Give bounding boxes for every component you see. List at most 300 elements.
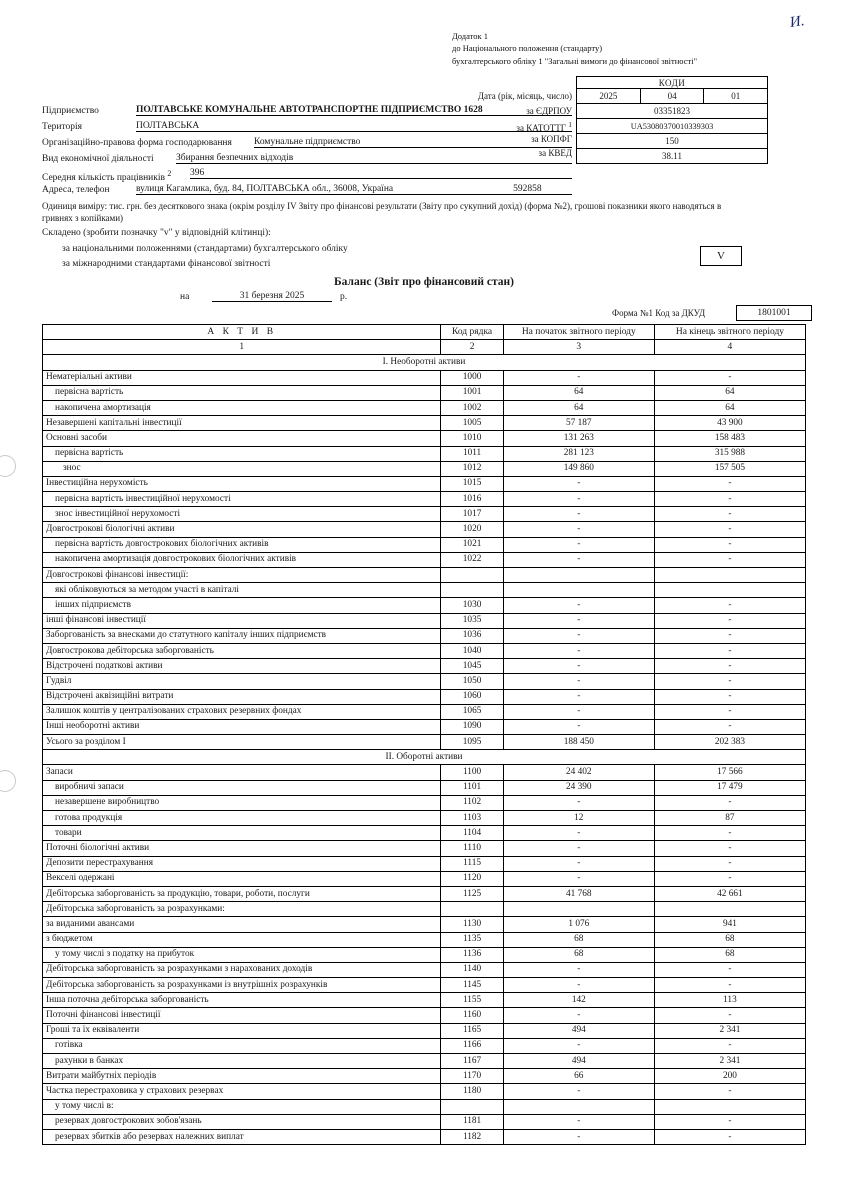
row-label: інші фінансові інвестиції [43, 613, 441, 628]
row-value-end: - [654, 841, 805, 856]
row-code: 1115 [441, 856, 503, 871]
row-value-begin [503, 568, 654, 583]
row-label: у тому числі в: [43, 1099, 441, 1114]
row-label: Інвестиційна нерухомість [43, 476, 441, 491]
table-row [43, 719, 806, 734]
row-code: 1102 [441, 795, 503, 810]
codes-edrpou-value: 03351823 [577, 104, 768, 119]
table-row [43, 780, 806, 795]
row-code: 1155 [441, 993, 503, 1008]
row-value-begin: 188 450 [503, 735, 654, 750]
table-row [43, 1129, 806, 1144]
row-code: 1012 [441, 461, 503, 476]
row-code: 1140 [441, 962, 503, 977]
compiled-note: Складено (зробити позначку "v" у відповідній клітинці): [42, 228, 271, 238]
col-header-code: Код рядка [441, 325, 503, 340]
employees-value: 396 [190, 168, 572, 179]
row-value-begin: - [503, 537, 654, 552]
table-row [43, 461, 806, 476]
row-value-end: - [654, 476, 805, 491]
table-row [43, 598, 806, 613]
row-value-begin: 66 [503, 1069, 654, 1084]
katottg-footnote: 1 [568, 120, 572, 129]
row-label: у тому числі з податку на прибуток [43, 947, 441, 962]
row-value-end: - [654, 978, 805, 993]
balance-title: Баланс (Звіт про фінансовий стан) [334, 276, 514, 288]
row-code: 1101 [441, 780, 503, 795]
col-number-begin: 3 [503, 340, 654, 355]
row-value-end: - [654, 628, 805, 643]
row-label: накопичена амортизація довгострокових біологічних активів [43, 552, 441, 567]
compiled-option-international: за міжнародними стандартами фінансової звітності [62, 259, 271, 269]
row-code: 1022 [441, 552, 503, 567]
balance-as-of-label: на [180, 292, 190, 302]
table-row [43, 537, 806, 552]
table-row [43, 978, 806, 993]
row-value-end: - [654, 613, 805, 628]
row-label: Витрати майбутніх періодів [43, 1069, 441, 1084]
row-label: Дебіторська заборгованість за розрахунками: [43, 902, 441, 917]
row-value-begin: 68 [503, 947, 654, 962]
table-row [43, 795, 806, 810]
row-value-begin: - [503, 628, 654, 643]
row-value-end: - [654, 962, 805, 977]
table-row [43, 1084, 806, 1099]
row-value-end: 941 [654, 917, 805, 932]
table-body [43, 355, 806, 1145]
territory-label: Територія [42, 122, 83, 132]
row-value-end: - [654, 1084, 805, 1099]
table-row [43, 871, 806, 886]
row-label: резервах збитків або резервах належних виплат [43, 1129, 441, 1144]
balance-as-of-date: 31 березня 2025 [212, 291, 332, 302]
codes-label-kved: за КВЕД [538, 148, 572, 158]
codes-label-date: Дата (рік, місяць, число) [477, 91, 572, 101]
row-code: 1017 [441, 507, 503, 522]
row-value-begin: - [503, 978, 654, 993]
row-value-begin: - [503, 689, 654, 704]
row-value-end: 157 505 [654, 461, 805, 476]
table-row [43, 613, 806, 628]
table-row [43, 811, 806, 826]
table-row [43, 643, 806, 658]
row-code: 1100 [441, 765, 503, 780]
legal-form-label: Організаційно-правова форма господарювання [42, 138, 232, 148]
row-value-end: - [654, 659, 805, 674]
row-code: 1167 [441, 1054, 503, 1069]
row-label: Відстрочені податкові активи [43, 659, 441, 674]
row-value-begin: - [503, 856, 654, 871]
row-label: Інша поточна дебіторська заборгованість [43, 993, 441, 1008]
row-label: Довгострокові фінансові інвестиції: [43, 568, 441, 583]
row-label: виробничі запаси [43, 780, 441, 795]
row-value-begin: - [503, 643, 654, 658]
table-row [43, 522, 806, 537]
row-value-end: - [654, 1008, 805, 1023]
row-value-end: - [654, 370, 805, 385]
row-value-end: 64 [654, 400, 805, 415]
row-label: які обліковуються за методом участі в капіталі [43, 583, 441, 598]
codes-date-year: 2025 [577, 89, 641, 104]
col-header-begin: На початок звітного періоду [503, 325, 654, 340]
address-value: вулиця Кагамлика, буд. 84, ПОЛТАВСЬКА обл., 36008, Україна 592858 [136, 184, 572, 195]
col-number-end: 4 [654, 340, 805, 355]
row-label: за виданими авансами [43, 917, 441, 932]
row-value-end: 17 479 [654, 780, 805, 795]
row-label: знос [43, 461, 441, 476]
col-header-asset: А К Т И В [43, 325, 441, 340]
territory-value: ПОЛТАВСЬКА [136, 121, 572, 132]
row-label: первісна вартість [43, 446, 441, 461]
employees-footnote: 2 [167, 169, 172, 178]
row-code: 1170 [441, 1069, 503, 1084]
row-value-begin [503, 1099, 654, 1114]
row-label: Відстрочені аквізиційні витрати [43, 689, 441, 704]
table-row [43, 385, 806, 400]
row-label: знос інвестиційної нерухомості [43, 507, 441, 522]
row-value-begin: 494 [503, 1054, 654, 1069]
table-row [43, 431, 806, 446]
row-value-begin: - [503, 1084, 654, 1099]
enterprise-label: Підприємство [42, 106, 99, 116]
punch-hole-bottom [0, 770, 16, 792]
activity-label: Вид економічної діяльності [42, 154, 154, 164]
row-value-end: - [654, 871, 805, 886]
table-row [43, 659, 806, 674]
row-value-end: 87 [654, 811, 805, 826]
row-value-end: 64 [654, 385, 805, 400]
row-code: 1182 [441, 1129, 503, 1144]
table-row [43, 704, 806, 719]
row-code: 1005 [441, 416, 503, 431]
row-label: товари [43, 826, 441, 841]
table-row [43, 492, 806, 507]
row-label: Залишок коштів у централізованих страхових резервних фондах [43, 704, 441, 719]
section-header: II. Оборотні активи [43, 750, 806, 765]
codes-katottg-value: UA53080370010339303 [577, 119, 768, 134]
codes-date-day: 01 [704, 89, 768, 104]
row-code: 1036 [441, 628, 503, 643]
row-code: 1145 [441, 978, 503, 993]
codes-row-kopfg [577, 134, 768, 149]
row-value-begin: - [503, 1114, 654, 1129]
row-value-begin: - [503, 962, 654, 977]
row-code [441, 902, 503, 917]
table-row [43, 932, 806, 947]
codes-box [477, 76, 768, 164]
table-row [43, 416, 806, 431]
row-value-begin: - [503, 1038, 654, 1053]
table-row [43, 826, 806, 841]
row-label: Заборгованість за внесками до статутного капіталу інших підприємств [43, 628, 441, 643]
row-code: 1030 [441, 598, 503, 613]
row-label: Гудвіл [43, 674, 441, 689]
row-label: резервах довгострокових зобов'язань [43, 1114, 441, 1129]
codes-row-kved [577, 149, 768, 164]
row-code: 1130 [441, 917, 503, 932]
row-value-begin: - [503, 659, 654, 674]
row-value-begin: - [503, 841, 654, 856]
row-value-begin: - [503, 1129, 654, 1144]
legal-form-value: Комунальне підприємство [254, 137, 572, 148]
table-row [43, 370, 806, 385]
row-label: первісна вартість інвестиційної нерухомості [43, 492, 441, 507]
row-label: рахунки в банках [43, 1054, 441, 1069]
table-row [43, 628, 806, 643]
row-label: Незавершені капітальні інвестиції [43, 416, 441, 431]
codes-label-kopfg: за КОПФГ [531, 134, 572, 144]
row-value-begin: 494 [503, 1023, 654, 1038]
row-label: Поточні фінансові інвестиції [43, 1008, 441, 1023]
row-code: 1016 [441, 492, 503, 507]
row-code [441, 583, 503, 598]
balance-assets-table [42, 324, 806, 1145]
row-code: 1015 [441, 476, 503, 491]
row-code: 1104 [441, 826, 503, 841]
row-value-begin: - [503, 552, 654, 567]
row-value-begin: - [503, 507, 654, 522]
table-row [43, 552, 806, 567]
row-label: Довгострокова дебіторська заборгованість [43, 643, 441, 658]
row-value-end: - [654, 537, 805, 552]
codes-table [576, 88, 768, 164]
row-value-begin: - [503, 826, 654, 841]
row-value-end: - [654, 689, 805, 704]
row-value-end: 158 483 [654, 431, 805, 446]
row-value-begin: - [503, 522, 654, 537]
row-code: 1125 [441, 886, 503, 901]
row-value-end: 43 900 [654, 416, 805, 431]
row-label: Дебіторська заборгованість за продукцію, товари, роботи, послуги [43, 886, 441, 901]
row-code: 1020 [441, 522, 503, 537]
codes-row-date [577, 89, 768, 104]
row-value-end [654, 568, 805, 583]
row-value-begin: 142 [503, 993, 654, 1008]
row-value-begin: 68 [503, 932, 654, 947]
row-value-end: - [654, 1114, 805, 1129]
table-row [43, 962, 806, 977]
table-row [43, 841, 806, 856]
row-label: Усього за розділом I [43, 735, 441, 750]
row-value-begin: 24 390 [503, 780, 654, 795]
row-value-end: 2 341 [654, 1054, 805, 1069]
row-code: 1010 [441, 431, 503, 446]
employees-label: Середня кількість працівників $^2$ [42, 169, 172, 184]
table-row [43, 1038, 806, 1053]
codes-kopfg-value: 150 [577, 134, 768, 149]
table-row [43, 1099, 806, 1114]
codes-date-month: 04 [640, 89, 704, 104]
units-note: Одиниця виміру: тис. грн. без десяткового знака (окрім розділу IV Звіту про фінансові результати (Звіту про сукупний дохід) (форма №2), грошові показники якого наводяться в гривнях з копійками) [42, 201, 722, 224]
table-row [43, 400, 806, 415]
row-value-end: 17 566 [654, 765, 805, 780]
row-value-end: 113 [654, 993, 805, 1008]
table-row [43, 1008, 806, 1023]
row-code: 1011 [441, 446, 503, 461]
row-value-begin: - [503, 719, 654, 734]
balance-as-of-suffix: р. [340, 292, 348, 302]
row-value-begin: - [503, 1008, 654, 1023]
row-value-end: - [654, 1129, 805, 1144]
row-value-begin: - [503, 871, 654, 886]
dkud-value: 1801001 [736, 305, 812, 321]
punch-hole-top [0, 455, 16, 477]
table-head [43, 325, 806, 355]
row-value-begin: 131 263 [503, 431, 654, 446]
appendix-note-line-3: бухгалтерського обліку 1 "Загальні вимоги до фінансової звітності" [452, 55, 698, 66]
row-value-begin: - [503, 704, 654, 719]
row-value-end: 42 661 [654, 886, 805, 901]
table-row [43, 1054, 806, 1069]
table-row [43, 993, 806, 1008]
table-row [43, 476, 806, 491]
col-number-code: 2 [441, 340, 503, 355]
section-header: I. Необоротні активи [43, 355, 806, 370]
table-row [43, 735, 806, 750]
table-row [43, 1114, 806, 1129]
handwritten-mark: И. [788, 13, 806, 31]
row-value-end: 68 [654, 947, 805, 962]
row-value-begin [503, 583, 654, 598]
row-value-begin: - [503, 598, 654, 613]
appendix-note-line-1: Додаток 1 [452, 31, 489, 41]
row-value-end: 315 988 [654, 446, 805, 461]
row-value-begin: 64 [503, 400, 654, 415]
row-value-end: 202 383 [654, 735, 805, 750]
row-label: Поточні біологічні активи [43, 841, 441, 856]
row-value-begin: - [503, 476, 654, 491]
codes-title: КОДИ [576, 76, 768, 88]
row-value-end [654, 1099, 805, 1114]
phone-value: 592858 [513, 184, 542, 194]
row-code: 1166 [441, 1038, 503, 1053]
row-label: Основні засоби [43, 431, 441, 446]
row-code: 1110 [441, 841, 503, 856]
row-value-end [654, 583, 805, 598]
row-value-end: - [654, 643, 805, 658]
row-value-begin: 1 076 [503, 917, 654, 932]
row-code: 1160 [441, 1008, 503, 1023]
row-code: 1165 [441, 1023, 503, 1038]
row-code: 1050 [441, 674, 503, 689]
table-row [43, 355, 806, 370]
row-code: 1035 [441, 613, 503, 628]
table-row [43, 446, 806, 461]
row-value-begin: 149 860 [503, 461, 654, 476]
table-row [43, 750, 806, 765]
row-label: Депозити перестрахування [43, 856, 441, 871]
row-value-begin: - [503, 674, 654, 689]
enterprise-value: ПОЛТАВСЬКЕ КОМУНАЛЬНЕ АВТОТРАНСПОРТНЕ ПІДПРИЄМСТВО 1628 [136, 105, 572, 116]
row-value-begin [503, 902, 654, 917]
row-value-end: - [654, 1038, 805, 1053]
row-label: незавершене виробництво [43, 795, 441, 810]
row-code: 1120 [441, 871, 503, 886]
table-row [43, 902, 806, 917]
row-code: 1002 [441, 400, 503, 415]
row-code: 1090 [441, 719, 503, 734]
row-value-end: - [654, 856, 805, 871]
row-value-end: - [654, 507, 805, 522]
row-value-end: - [654, 674, 805, 689]
row-label: Гроші та їх еквіваленти [43, 1023, 441, 1038]
row-code: 1181 [441, 1114, 503, 1129]
table-row [43, 689, 806, 704]
row-label: Дебіторська заборгованість за розрахунками з нарахованих доходів [43, 962, 441, 977]
compiled-checkbox[interactable]: V [700, 246, 742, 266]
codes-row-katottg [577, 119, 768, 134]
row-label: накопичена амортизація [43, 400, 441, 415]
address-label: Адреса, телефон [42, 185, 110, 195]
col-header-end: На кінець звітного періоду [654, 325, 805, 340]
table-row [43, 886, 806, 901]
row-label: первісна вартість довгострокових біологічних активів [43, 537, 441, 552]
row-label: інших підприємств [43, 598, 441, 613]
row-value-begin: - [503, 492, 654, 507]
table-header-row [43, 325, 806, 340]
row-label: Довгострокові біологічні активи [43, 522, 441, 537]
codes-row-edrpou [577, 104, 768, 119]
row-value-end: 2 341 [654, 1023, 805, 1038]
row-code: 1001 [441, 385, 503, 400]
row-code: 1021 [441, 537, 503, 552]
row-code [441, 568, 503, 583]
dkud-label: Форма №1 Код за ДКУД [612, 308, 706, 318]
row-code [441, 1099, 503, 1114]
col-number-asset: 1 [43, 340, 441, 355]
row-value-end: - [654, 492, 805, 507]
compiled-option-national: за національними положеннями (стандартами) бухгалтерського обліку [62, 244, 348, 254]
table-row [43, 1023, 806, 1038]
row-value-begin: - [503, 613, 654, 628]
row-value-end: - [654, 826, 805, 841]
row-code: 1065 [441, 704, 503, 719]
row-value-end: - [654, 598, 805, 613]
table-row [43, 507, 806, 522]
row-value-end: - [654, 704, 805, 719]
row-code: 1000 [441, 370, 503, 385]
row-value-end: 68 [654, 932, 805, 947]
row-value-begin: 64 [503, 385, 654, 400]
row-label: первісна вартість [43, 385, 441, 400]
table-row [43, 765, 806, 780]
row-label: Нематеріальні активи [43, 370, 441, 385]
row-code: 1040 [441, 643, 503, 658]
codes-kved-value: 38.11 [577, 149, 768, 164]
activity-value: Збирання безпечних відходів [176, 153, 572, 164]
appendix-note [452, 30, 697, 67]
table-row [43, 947, 806, 962]
table-row [43, 1069, 806, 1084]
appendix-note-line-2: до Національного положення (стандарту) [452, 43, 603, 54]
row-label: Запаси [43, 765, 441, 780]
table-row [43, 568, 806, 583]
row-code: 1060 [441, 689, 503, 704]
row-label: готівка [43, 1038, 441, 1053]
table-row [43, 583, 806, 598]
row-value-end: - [654, 522, 805, 537]
row-code: 1095 [441, 735, 503, 750]
row-value-begin: - [503, 370, 654, 385]
table-row [43, 917, 806, 932]
row-label: готова продукція [43, 811, 441, 826]
row-label: з бюджетом [43, 932, 441, 947]
row-code: 1045 [441, 659, 503, 674]
row-value-begin: 57 187 [503, 416, 654, 431]
row-value-begin: 12 [503, 811, 654, 826]
row-value-begin: 41 768 [503, 886, 654, 901]
codes-label-edrpou: за ЄДРПОУ [526, 106, 572, 116]
